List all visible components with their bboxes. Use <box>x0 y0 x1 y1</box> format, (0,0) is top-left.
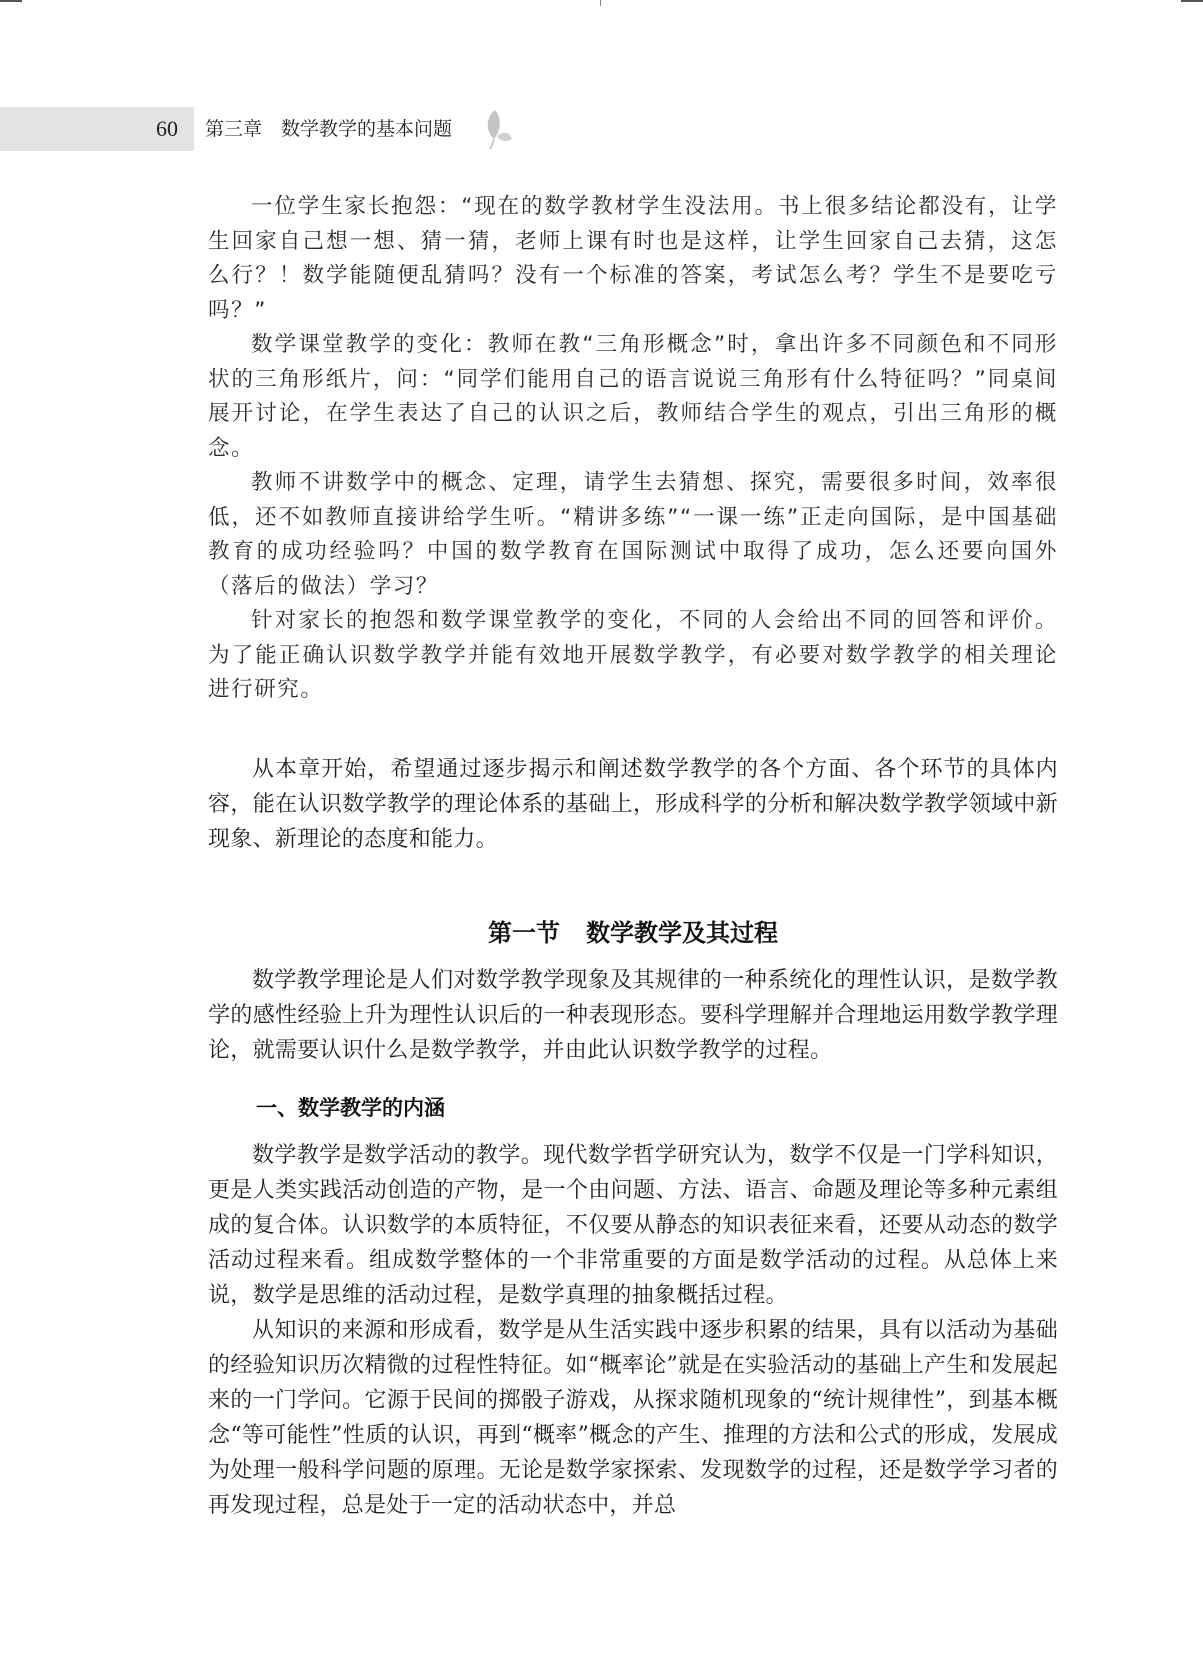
subsection-heading: 一、数学教学的内涵 <box>256 1095 445 1120</box>
case-paragraph: 一位学生家长抱怨：“现在的数学教材学生没法用。书上很多结论都没有，让学生回家自己想一想、猜一猜，老师上课有时也是这样，让学生回家自己去猜，这怎么行？！数学能随便乱猜吗？没有一个标准的答案，考试怎么考？学生不是要吃亏吗？” <box>208 194 1058 323</box>
page-number: 60 <box>156 116 178 141</box>
case-quote-block <box>208 190 1058 708</box>
running-header: 第三章 数学教学的基本问题 <box>205 118 453 140</box>
section-title-text: 数学教学及其过程 <box>586 918 778 947</box>
section-intro <box>208 963 1058 1068</box>
section-intro-paragraph: 数学教学理论是人们对数学教学现象及其规律的一种系统化的理性认识，是数学教学的感性经验上升为理性认识后的一种表现形态。要科学理解并合理地运用数学教学理论，就需要认识什么是数学教学，并由此认识数学教学的过程。 <box>208 967 1058 1063</box>
intro-paragraph: 从本章开始，希望通过逐步揭示和阐述数学教学的各个方面、各个环节的具体内容，能在认识数学教学的理论体系的基础上，形成科学的分析和解决数学教学领域中新现象、新理论的态度和能力。 <box>208 756 1058 852</box>
crop-mark-left <box>0 0 22 2</box>
case-paragraph: 数学课堂教学的变化：教师在教“三角形概念”时，拿出许多不同颜色和不同形状的三角形纸片，问：“同学们能用自己的语言说说三角形有什么特征吗？”同桌间展开讨论，在学生表达了自己的认识之后，教师结合学生的观点，引出三角形的概念。 <box>208 332 1058 461</box>
leaf-icon <box>479 106 513 150</box>
chapter-intro <box>208 752 1058 857</box>
section-title <box>208 913 1058 953</box>
section-number: 第一节 <box>488 918 560 947</box>
page-content <box>208 190 1058 1523</box>
crop-mark-center <box>600 0 601 6</box>
body-paragraph: 数学教学是数学活动的教学。现代数学哲学研究认为，数学不仅是一门学科知识，更是人类实践活动创造的产物，是一个由问题、方法、语言、命题及理论等多种元素组成的复合体。认识数学的本质特征，不仅要从静态的知识表征来看，还要从动态的数学活动过程来看。组成数学整体的一个非常重要的方面是数学活动的过程。从总体上来说，数学是思维的活动过程，是数学真理的抽象概括过程。 <box>208 1142 1058 1308</box>
case-paragraph: 针对家长的抱怨和数学课堂教学的变化，不同的人会给出不同的回答和评价。为了能正确认识数学教学并能有效地开展数学教学，有必要对数学教学的相关理论进行研究。 <box>208 608 1058 702</box>
crop-mark-right <box>1181 0 1203 2</box>
body-paragraph: 从知识的来源和形成看，数学是从生活实践中逐步积累的结果，具有以活动为基础的经验知识历次精微的过程性特征。如“概率论”就是在实验活动的基础上产生和发展起来的一门学问。它源于民间的掷骰子游戏，从探求随机现象的“统计规律性”，到基本概念“等可能性”性质的认识，再到“概率”概念的产生、推理的方法和公式的形成，发展成为处理一般科学问题的原理。无论是数学家探索、发现数学的过程，还是数学学习者的再发现过程，总是处于一定的活动状态中，并总 <box>208 1317 1058 1518</box>
subsection-body <box>208 1138 1058 1523</box>
case-paragraph: 教师不讲数学中的概念、定理，请学生去猜想、探究，需要很多时间，效率很低，还不如教师直接讲给学生听。“精讲多练”“一课一练”正走向国际，是中国基础教育的成功经验吗？中国的数学教育在国际测试中取得了成功，怎么还要向国外（落后的做法）学习？ <box>208 470 1058 599</box>
